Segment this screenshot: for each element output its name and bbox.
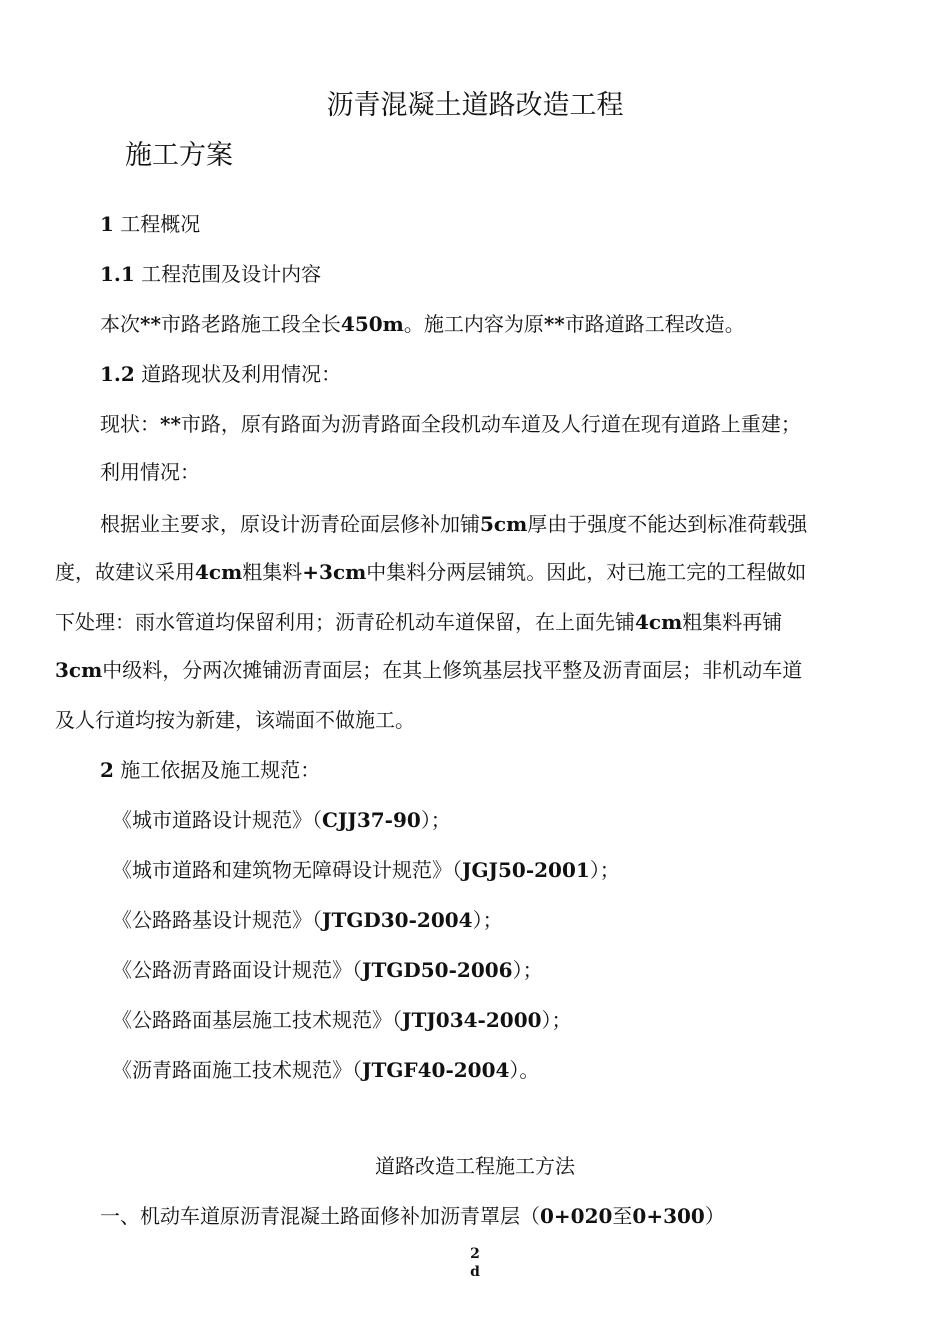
text-run: 市路老路施工段全长 xyxy=(160,312,341,336)
doc-title: 沥青混凝土道路改造工程 xyxy=(326,90,624,121)
section-title: 道路改造工程施工方法 xyxy=(375,1154,575,1178)
paragraph-usage-line-3 xyxy=(55,608,782,636)
text-run-bold: +3cm xyxy=(302,560,367,584)
spec-code: JTJ034-2000 xyxy=(402,1008,542,1032)
spec-end: ）； xyxy=(541,1008,572,1032)
spec-item xyxy=(112,856,620,884)
heading-1 xyxy=(100,210,200,238)
paragraph-scope xyxy=(100,310,745,338)
text-run-bold: ** xyxy=(140,312,161,336)
text-run: 至 xyxy=(612,1204,633,1228)
text-run: 。施工内容为原 xyxy=(403,312,544,336)
heading-1-1-number: 1.1 xyxy=(100,262,135,286)
heading-1-1 xyxy=(100,260,321,288)
text-run: 现状： xyxy=(100,412,160,436)
page-number-suffix: d xyxy=(470,1264,480,1280)
text-run: 粗集料 xyxy=(242,560,303,584)
spec-item xyxy=(112,806,451,834)
spec-code: JTGD50-2006 xyxy=(362,958,513,982)
paragraph-status xyxy=(100,410,801,438)
text-run-bold: 5cm xyxy=(480,512,528,536)
spec-name: 《沥青路面施工技术规范》（ xyxy=(112,1058,362,1082)
doc-subtitle: 施工方案 xyxy=(125,140,233,171)
text-run-bold: 450m xyxy=(340,312,404,336)
text-run: 厚由于强度不能达到标准荷载强 xyxy=(527,512,808,536)
spec-end: ）； xyxy=(589,858,620,882)
text-run-bold: 0+020 xyxy=(540,1204,613,1228)
text-run-bold: 4cm xyxy=(195,560,243,584)
text-run: 下处理：雨水管道均保留利用；沥青砼机动车道保留，在上面先铺 xyxy=(55,610,635,634)
spec-end: ）。 xyxy=(509,1058,540,1082)
page-number: 2 xyxy=(470,1246,480,1262)
text-run: 根据业主要求，原设计沥青砼面层修补加铺 xyxy=(100,512,480,536)
text-run-bold: 3cm xyxy=(55,658,103,682)
paragraph-usage-line-5: 及人行道均按为新建，该端面不做施工。 xyxy=(55,708,415,732)
text-run: 市路，原有路面为沥青路面全段机动车道及人行道在现有道路上重建； xyxy=(180,412,801,436)
spec-name: 《公路路基设计规范》（ xyxy=(112,908,322,932)
text-run-bold: ** xyxy=(160,412,181,436)
heading-2-text: 施工依据及施工规范： xyxy=(120,758,321,782)
spec-item xyxy=(112,906,503,934)
text-run: 一、机动车道原沥青混凝土路面修补加沥青罩层（ xyxy=(100,1204,540,1228)
section-item-1 xyxy=(100,1202,725,1230)
text-run: ） xyxy=(704,1204,725,1228)
spec-item xyxy=(112,1056,539,1084)
spec-item xyxy=(112,956,543,984)
heading-2 xyxy=(100,756,320,784)
spec-code: JTGF40-2004 xyxy=(362,1058,510,1082)
text-run: 市路道路工程改造。 xyxy=(564,312,745,336)
text-run: 本次 xyxy=(100,312,140,336)
spec-end: ）； xyxy=(512,958,543,982)
heading-1-1-text: 工程范围及设计内容 xyxy=(141,262,322,286)
text-run-bold: 0+300 xyxy=(632,1204,705,1228)
heading-1-text: 工程概况 xyxy=(120,212,201,236)
paragraph-usage-label: 利用情况： xyxy=(100,460,200,484)
spec-name: 《城市道路和建筑物无障碍设计规范》（ xyxy=(112,858,462,882)
spec-code: CJJ37-90 xyxy=(322,808,421,832)
heading-1-2 xyxy=(100,360,341,388)
paragraph-usage-line-2 xyxy=(55,558,806,586)
text-run: 粗集料再铺 xyxy=(682,610,783,634)
paragraph-usage-line-4 xyxy=(55,656,802,684)
paragraph-usage-line-1 xyxy=(100,510,807,538)
text-run-bold: 4cm xyxy=(635,610,683,634)
heading-1-2-number: 1.2 xyxy=(100,362,135,386)
text-run: 中级料，分两次摊铺沥青面层；在其上修筑基层找平整及沥青面层；非机动车道 xyxy=(102,658,803,682)
spec-name: 《公路沥青路面设计规范》（ xyxy=(112,958,362,982)
spec-name: 《城市道路设计规范》（ xyxy=(112,808,322,832)
spec-code: JTGD30-2004 xyxy=(322,908,473,932)
spec-end: ）； xyxy=(472,908,503,932)
heading-1-2-text: 道路现状及利用情况： xyxy=(141,362,342,386)
spec-item xyxy=(112,1006,572,1034)
heading-2-number: 2 xyxy=(100,758,114,782)
heading-1-number: 1 xyxy=(100,212,114,236)
text-run-bold: ** xyxy=(543,312,565,336)
text-run: 度，故建议采用 xyxy=(55,560,195,584)
text-run: 中集料分两层铺筑。因此，对已施工完的工程做如 xyxy=(366,560,807,584)
spec-code: JGJ50-2001 xyxy=(462,858,590,882)
spec-name: 《公路路面基层施工技术规范》（ xyxy=(112,1008,402,1032)
spec-end: ）； xyxy=(420,808,451,832)
